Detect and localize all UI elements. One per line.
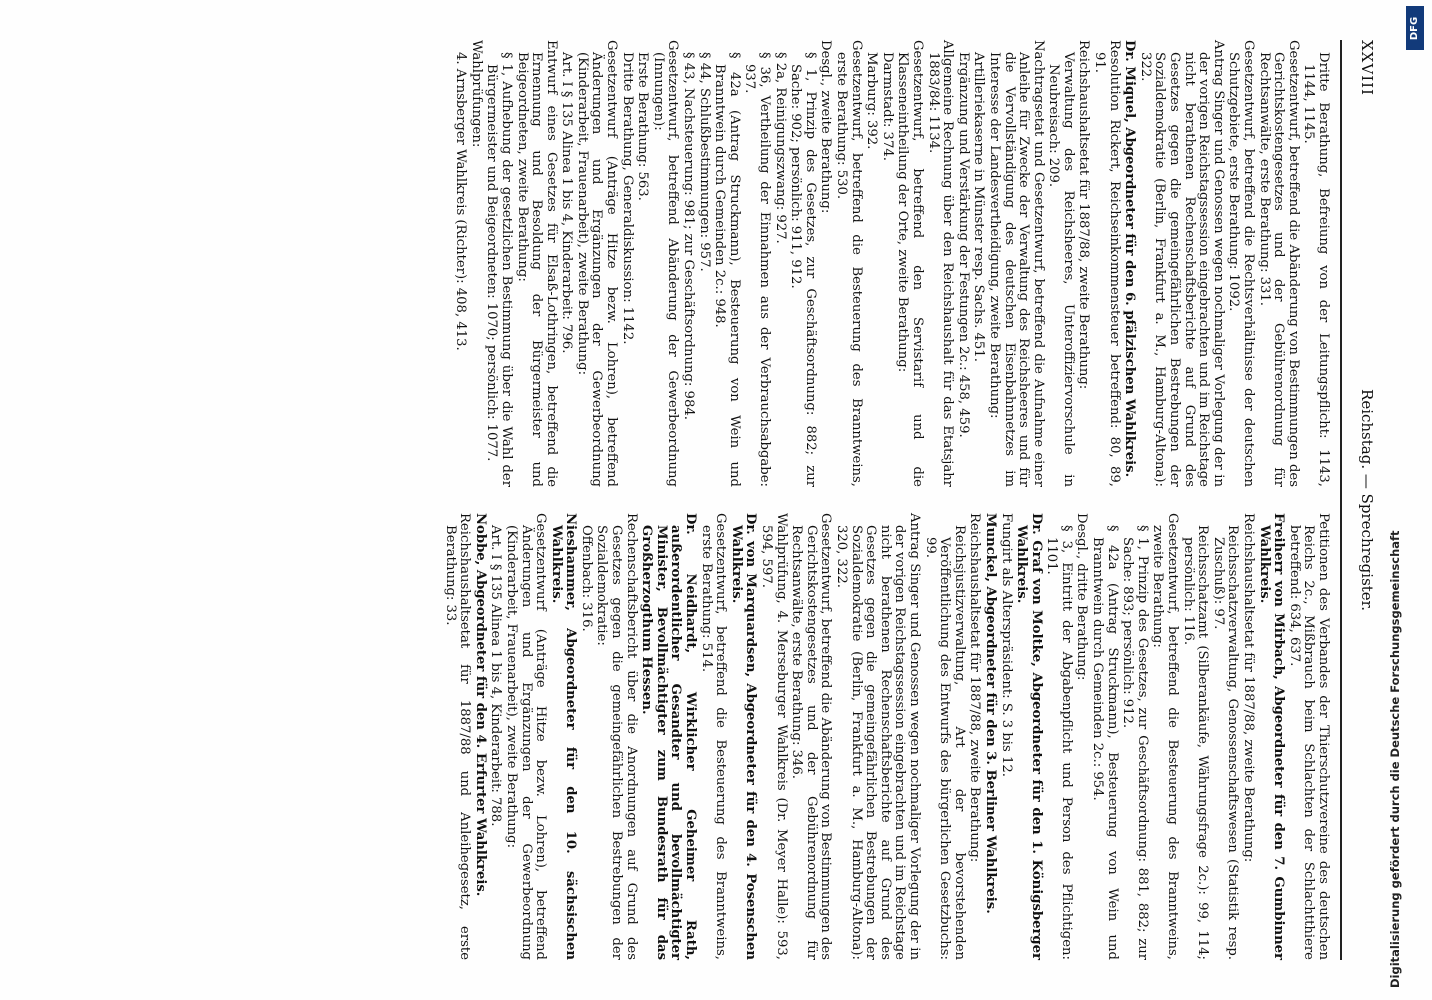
- register-entry: Petitionen des Verbandes der Thierschutzvereine des deutschen Reichs 2c., Mißbrauch beim Schlachten der Schlachtthiere betreffend: 634, 637.: [1286, 513, 1331, 960]
- register-entry: Resolution Rickert, Reichseinkommensteuer betreffend: 80, 89, 91.: [1092, 40, 1122, 487]
- speaker-entry: Dr. Neidhardt, Wirklicher Geheimer Rath, außerordentlicher Gesandter und bevollmächtigter Minister, Bevollmächtigter zum Bundesrath für das Großherzogthum Hessen.: [639, 513, 699, 960]
- sub-entry: Reichsschatzverwaltung, Genossenschaftswesen (Statistik resp. Zuschuß): 97.: [1210, 525, 1241, 960]
- sub-entry: Art. I § 135 Alinea 1 bis 4, Kinderarbeit: 796.: [559, 52, 575, 354]
- register-entry: Gesetzentwurf, betreffend die Besteuerung des Branntweins, erste Berathung: 514.: [698, 513, 729, 960]
- sub-entry: Artilleriekaserne in Münster resp. Sachs. 451.: [971, 52, 987, 362]
- sub-entry: § 44, Schlußbestimmungen: 957.: [696, 52, 712, 272]
- register-entry: Antrag Singer und Genossen wegen nochmaliger Vorlegung der in der vorigen Reichstagssession eingebrachten und im Reichstage nicht berathenen Rechenschaftsberichte auf Grund des Gesetzes gegen die gemeingefährlichen Bestrebungen der Sozialdemokratie (Berlin, Frankfurt a. M., Hamburg-Altona): 320, 322.: [834, 513, 922, 960]
- register-entry: Nachtragsetat und Gesetzentwurf, betreffend die Aufnahme einer Anleihe für Zwecke der Verwaltung des Reichsheeres und für die Vervollständigung des deutschen Eisenbahnnetzes im Interesse der Landesvertheidigung, zweite Berathung:: [986, 40, 1046, 487]
- digitization-credit-text: Digitalisierung gefördert durch die Deutsche Forschungsgemeinschaft: [1388, 530, 1402, 988]
- register-entry: Fungirt als Alterspräsident: S. 3 bis 12.: [998, 513, 1014, 777]
- speaker-entry: Munckel, Abgeordneter für den 3. Berliner Wahlkreis.: [982, 513, 998, 914]
- sub-entry: Dritte Berathung, Generaldiskussion: 1142.: [619, 52, 635, 345]
- speaker-entry: Freiherr von Mirbach, Abgeordneter für den 7. Gumbinner Wahlkreis.: [1256, 513, 1287, 960]
- speaker-entry: Dr. Graf von Moltke, Abgeordneter für den 1. Königsberger Wahlkreis.: [1014, 513, 1044, 960]
- page-number: XXVIII: [1358, 40, 1376, 96]
- sub-entry: § 1, Aufhebung der gesetzlichen Bestimmung über die Wahl der Bürgermeister und Beigeordneten: 1070; persönlich: 1077.: [484, 52, 514, 487]
- sub-entry: § 42a (Antrag Struckmann), Besteuerung von Wein und Branntwein durch Gemeinden 2c.: 948.: [712, 52, 742, 487]
- register-entry: Gesetzentwurf (Anträge Hitze bezw. Lohren), betreffend Änderungen und Ergänzungen der Gewerbeordnung (Kinderarbeit, Frauenarbeit), zweite Berathung:: [574, 40, 620, 487]
- register-entry: Desgl., zweite Berathung:: [818, 40, 834, 214]
- register-entry: Antrag Singer und Genossen wegen nochmaliger Vorlegung der in der vorigen Reichstagssession eingebrachten und im Reichstage nicht berathenen Rechenschaftsberichte auf Grund des Gesetzes gegen die gemeingefährlichen Bestrebungen der Sozialdemokratie (Berlin, Frankfurt a. M., Hamburg-Altona): 322.: [1137, 40, 1226, 487]
- sub-entry: Art. I § 135 Alinea 1 bis 4, Kinderarbeit: 788.: [488, 525, 504, 827]
- register-entry: Gesetzentwurf (Anträge Hitze bezw. Lohren), betreffend Änderungen und Ergänzungen der Gewerbeordnung (Kinderarbeit, Frauenarbeit), zweite Berathung:: [503, 513, 549, 960]
- digitization-credit: [1388, 0, 1426, 988]
- sub-entry: § 42a (Antrag Struckmann), Besteuerung von Wein und Branntwein durch Gemeinden 2c.: 954.: [1090, 525, 1120, 960]
- register-entry: Entwurf eines Gesetzes für Elsaß-Lothringen, betreffend die Ernennung und Besoldung der Bürgermeister und Beigeordneten, zweite Berathung:: [514, 40, 559, 487]
- sub-entry: Verwaltung des Reichsheeres, Unteroffiziervorschule in Neubreisach: 209.: [1046, 52, 1076, 487]
- register-entry: Rechenschaftsbericht über die Anordnungen auf Grund des Gesetzes gegen die gemeingefährlichen Bestrebungen der Sozialdemokratie:: [594, 513, 639, 960]
- sub-entry: § 36, Vertheilung der Einnahmen aus der Verbrauchsabgabe: 937.: [742, 52, 773, 487]
- register-entry: Allgemeine Rechnung über den Reichshaushalt für das Etatsjahr 1883/84: 1134.: [925, 40, 956, 487]
- sub-entry: Dritte Berathung, Befreiung von der Leitungspflicht: 1143, 1144, 1145.: [1301, 52, 1331, 487]
- speaker-entry: Nobbe, Abgeordneter für den 4. Erfurter Wahlkreis.: [472, 513, 488, 897]
- register-entry: Gesetzentwurf, betreffend die Besteuerung des Branntweins, erste Berathung: 530.: [834, 40, 864, 487]
- register-entry: Gesetzentwurf, betreffend die Besteuerung des Branntweins, zweite Berathung:: [1150, 513, 1181, 960]
- register-entry: Desgl., dritte Berathung:: [1074, 513, 1090, 681]
- sub-entry: Reichsschatzamt (Silberankäufe, Währungsfrage 2c.): 99, 114; persönlich: 116.: [1180, 525, 1211, 960]
- sub-entry: Marburg: 392.: [864, 52, 880, 150]
- sub-entry: Offenbach: 316.: [578, 525, 594, 632]
- sub-entry: § 43, Nachsteuerung: 981; zur Geschäftsordnung: 984.: [681, 52, 697, 420]
- sub-entry: 4. Arnsberger Wahlkreis (Richter): 408, 413.: [453, 52, 469, 351]
- register-entry: Gesetzentwurf, betreffend die Abänderung von Bestimmungen des Gerichtskostengesetzes und der Gebührenordnung für Rechtsanwälte, erste Berathung: 331.: [1256, 40, 1301, 487]
- page-header: [1348, 40, 1376, 960]
- register-entry: Gesetzentwurf, betreffend den Servistarif und die Klasseneintheilung der Orte, zweite Berathung:: [895, 40, 925, 487]
- register-entry: Wahlprüfungen:: [468, 40, 484, 148]
- right-column: [441, 513, 1330, 960]
- register-entry: Gesetzentwurf, betreffend die Rechtsverhältnisse der deutschen Schutzgebiete, erste Berathung: 1092.: [1226, 40, 1257, 487]
- register-entry: Reichshaushaltsetat für 1887/88, zweite Berathung:: [967, 513, 983, 863]
- speaker-entry: Nieshammer, Abgeordneter für den 10. sächsischen Wahlkreis.: [548, 513, 579, 960]
- register-columns: [441, 40, 1330, 960]
- register-entry: Reichshaushaltsetat für 1887/88, zweite Berathung:: [1241, 513, 1257, 863]
- sub-entry: Erste Berathung: 563.: [635, 52, 651, 201]
- sub-entry: § 1, Prinzip des Gesetzes, zur Geschäftsordnung: 881, 882; zur Sache: 893; persönlich: 912.: [1120, 525, 1150, 960]
- header-rule: [1340, 40, 1342, 960]
- sub-entry: § 3, Eintritt der Abgabenpflicht und Person des Pflichtigen: 1101.: [1044, 525, 1074, 960]
- running-title: Reichstag. — Sprechregister.: [1358, 389, 1376, 611]
- sub-entry: Ergänzung und Verstärkung der Festungen 2c.: 458, 459.: [955, 52, 971, 438]
- dfg-logo: [1406, 6, 1424, 50]
- left-column: [441, 40, 1330, 487]
- dfg-logo-text: DFG: [1409, 16, 1421, 40]
- speaker-entry: Dr. Miquel, Abgeordneter für den 6. pfälzischen Wahlkreis.: [1122, 40, 1138, 478]
- speaker-entry: Dr. von Marquardsen, Abgeordneter für den 4. Posenschen Wahlkreis.: [728, 513, 759, 960]
- register-entry: Reichshaushaltsetat für 1887/88, zweite Berathung:: [1076, 40, 1092, 390]
- register-entry: Reichshaushaltsetat für 1887/88 und Anleihegesetz, erste Berathung: 33.: [442, 513, 473, 960]
- sub-entry: Reichsjustizverwaltung, Art der bevorstehenden Veröffentlichung des Entwurfs des bürgerlichen Gesetzbuchs: 99.: [922, 525, 967, 960]
- register-entry: Gesetzentwurf, betreffend die Abänderung von Bestimmungen des Gerichtskostengesetzes und der Gebührenordnung für Rechtsanwälte, erste Berathung: 346.: [789, 513, 834, 960]
- register-entry: Wahlprüfung, 4. Merseburger Wahlkreis (Dr. Meyer Halle): 593, 594, 597.: [759, 513, 789, 960]
- sub-entry: § 2a, Reinigungszwang: 927.: [772, 52, 788, 244]
- sub-entry: Darmstadt: 374.: [879, 52, 895, 161]
- sub-entry: § 1, Prinzip des Gesetzes, zur Geschäftsordnung: 882; zur Sache: 902; persönlich: 911, 912.: [788, 52, 818, 487]
- register-entry: Gesetzentwurf, betreffend Abänderung der Gewerbeordnung (Innungen):: [650, 40, 681, 487]
